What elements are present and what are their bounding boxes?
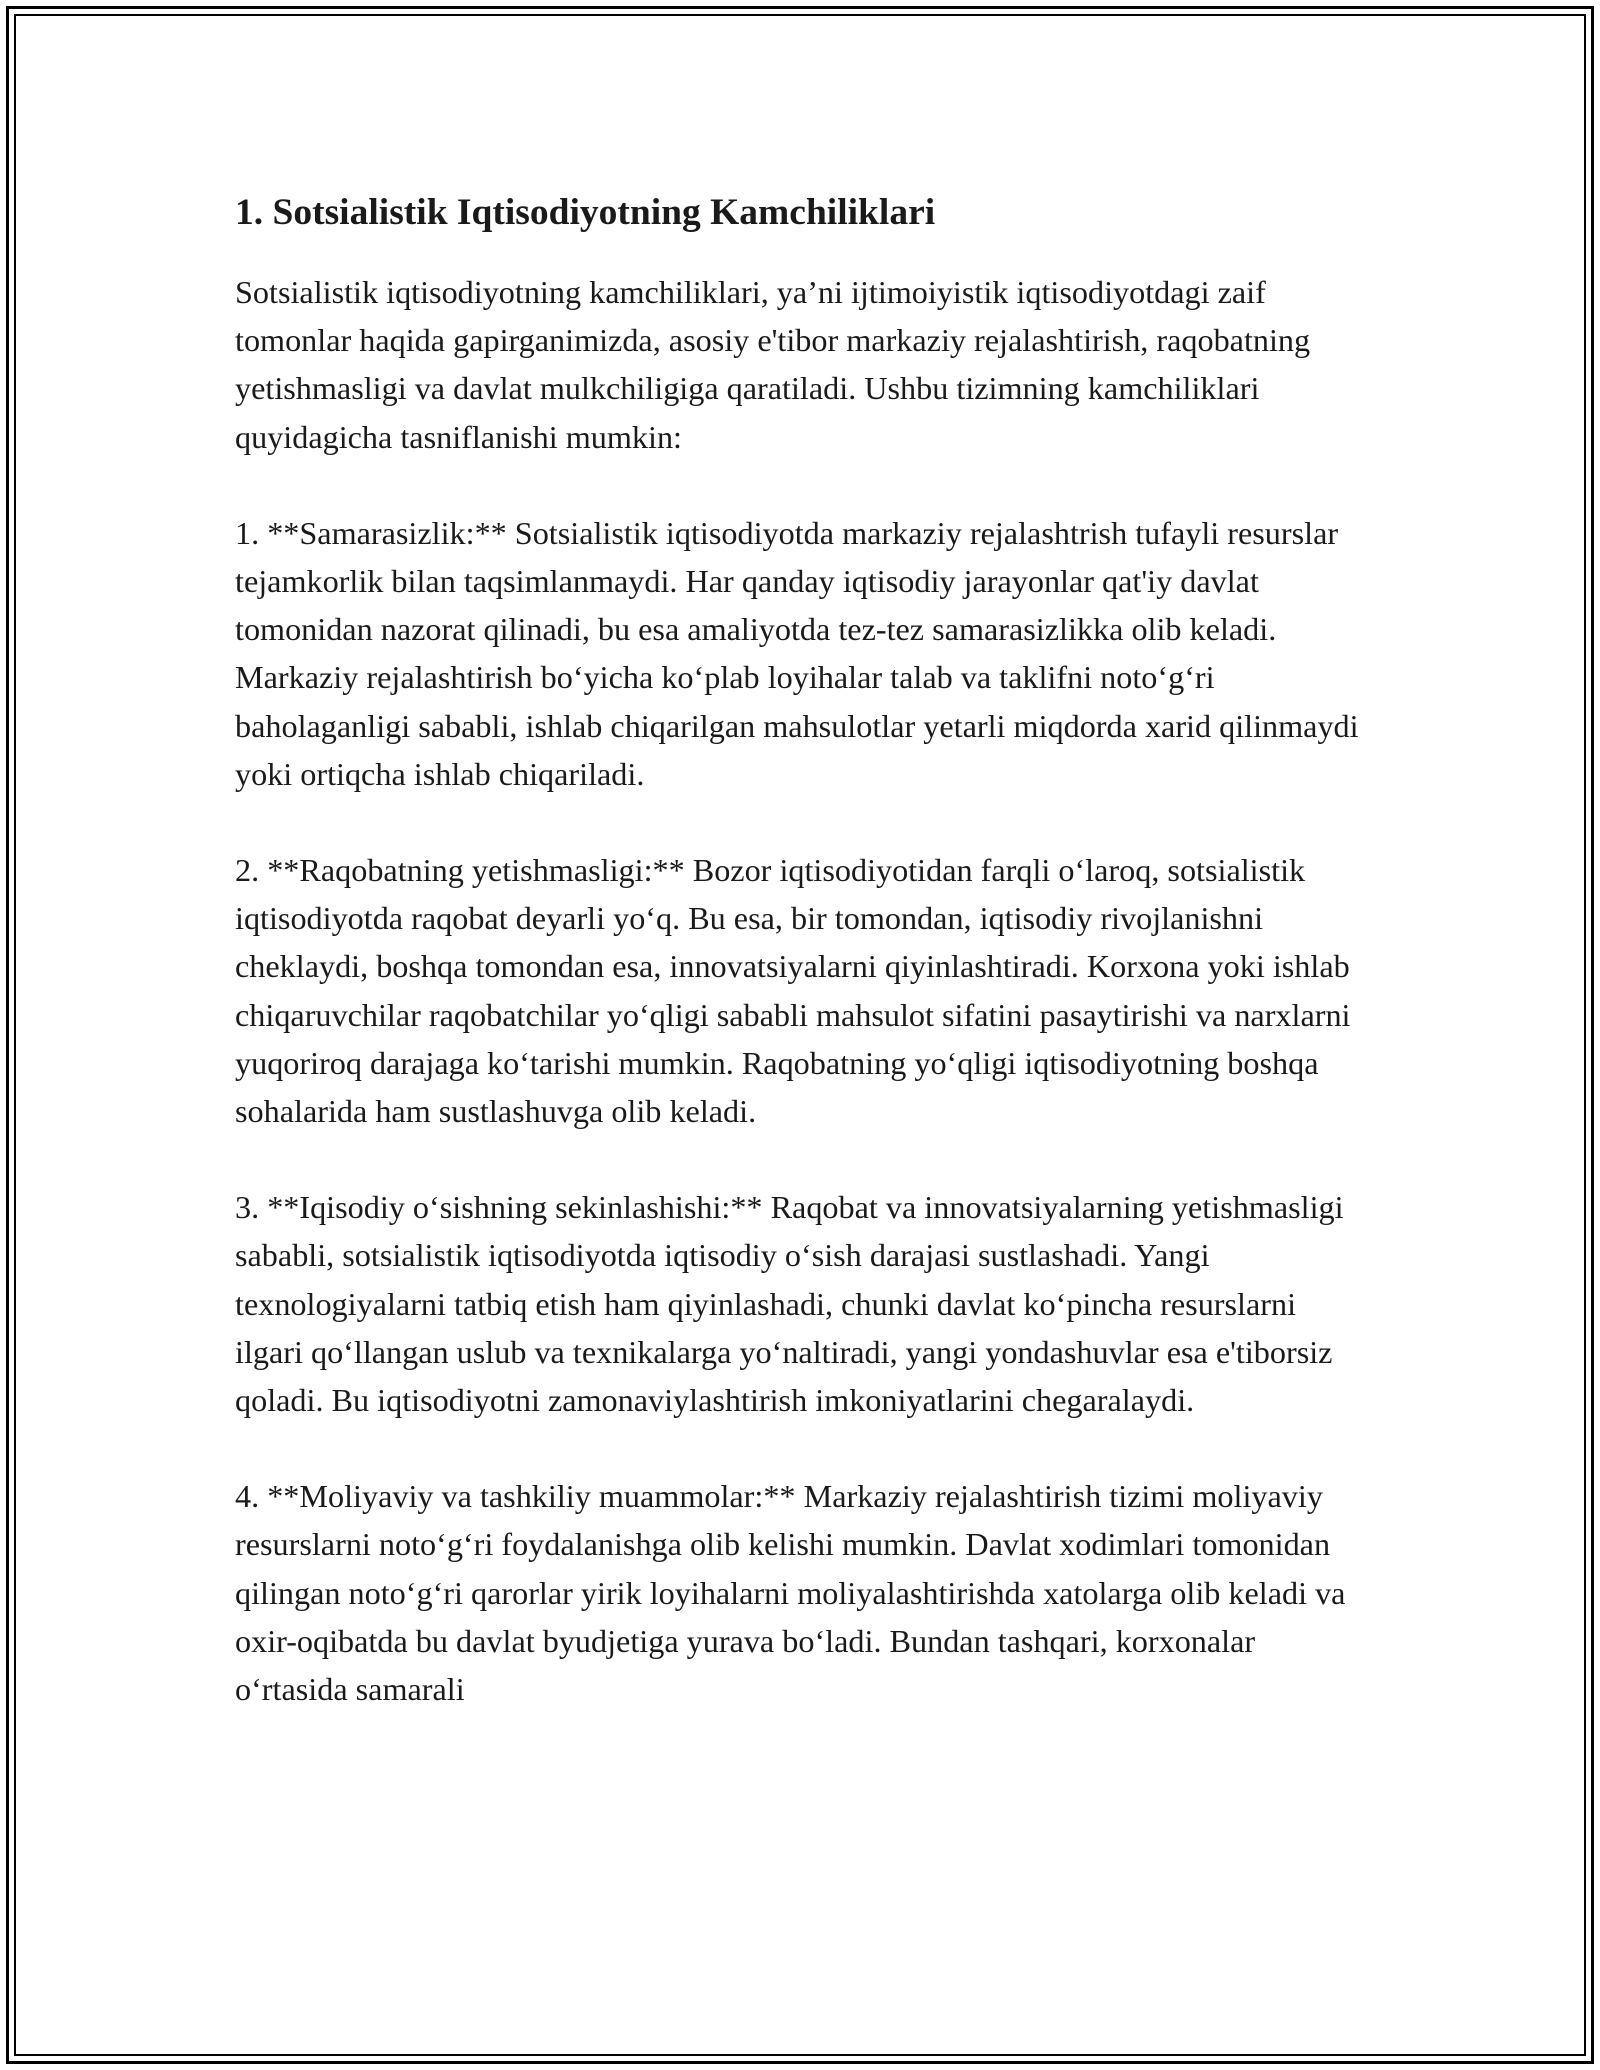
document-page <box>235 186 1365 1761</box>
paragraph-raqobat: 2. **Raqobatning yetishmasligi:** Bozor iqtisodiyotidan farqli o‘laroq, sotsialistik iqtisodiyotda raqobat deyarli yo‘q. Bu esa, bir tomondan, iqtisodiy rivojlanishni cheklaydi, boshqa tomondan esa, innovatsiyalarni qiyinlashtiradi. Korxona yoki ishlab chiqaruvchilar raqobatchilar yo‘qligi sababli mahsulot sifatini pasaytirishi va narxlarni yuqoriroq darajaga ko‘tarishi mumkin. Raqobatning yo‘qligi iqtisodiyotning boshqa sohalarida ham sustlashuvga olib keladi. <box>235 852 1351 1130</box>
paragraph-osish: 3. **Iqisodiy o‘sishning sekinlashishi:** Raqobat va innovatsiyalarning yetishmasligi sababli, sotsialistik iqtisodiyotda iqtisodiy o‘sish darajasi sustlashadi. Yangi texnologiyalarni tatbiq etish ham qiyinlashadi, chunki davlat ko‘pincha resurslarni ilgari qo‘llangan uslub va texnikalarga yo‘naltiradi, yangi yondashuvlar esa e'tiborsiz qoladi. Bu iqtisodiyotni zamonaviylashtirish imkoniyatlarini chegaralaydi. <box>235 1189 1344 1419</box>
intro-paragraph: Sotsialistik iqtisodiyotning kamchiliklari, ya’ni ijtimoiyistik iqtisodiyotdagi zaif tomonlar haqida gapirganimizda, asosiy e'tibor markaziy rejalashtirish, raqobatning yetishmasligi va davlat mulkchiligiga qaratiladi. Ushbu tizimning kamchiliklari quyidagicha tasniflanishi mumkin: <box>235 274 1311 455</box>
paragraph-moliyaviy: 4. **Moliyaviy va tashkiliy muammolar:** Markaziy rejalashtirish tizimi moliyaviy resurslarni noto‘g‘ri foydalanishga olib kelishi mumkin. Davlat xodimlari tomonidan qilingan noto‘g‘ri qarorlar yirik loyihalarni moliyalashtirishda xatolarga olib keladi va oxir-oqibatda bu davlat byudjetiga yurava bo‘ladi. Bundan tashqari, korxonalar o‘rtasida samarali <box>235 1478 1346 1708</box>
paragraph-samarasizlik: 1. **Samarasizlik:** Sotsialistik iqtisodiyotda markaziy rejalashtrish tufayli resurslar tejamkorlik bilan taqsimlanmaydi. Har qanday iqtisodiy jarayonlar qat'iy davlat tomonidan nazorat qilinadi, bu esa amaliyotda tez-tez samarasizlikka olib keladi. Markaziy rejalashtirish bo‘yicha ko‘plab loyihalar talab va taklifni noto‘g‘ri baholaganligi sababli, ishlab chiqarilgan mahsulotlar yetarli miqdorda xarid qilinmaydi yoki ortiqcha ishlab chiqariladi. <box>235 514 1359 792</box>
document-title: 1. Sotsialistik Iqtisodiyotning Kamchiliklari <box>235 192 936 233</box>
